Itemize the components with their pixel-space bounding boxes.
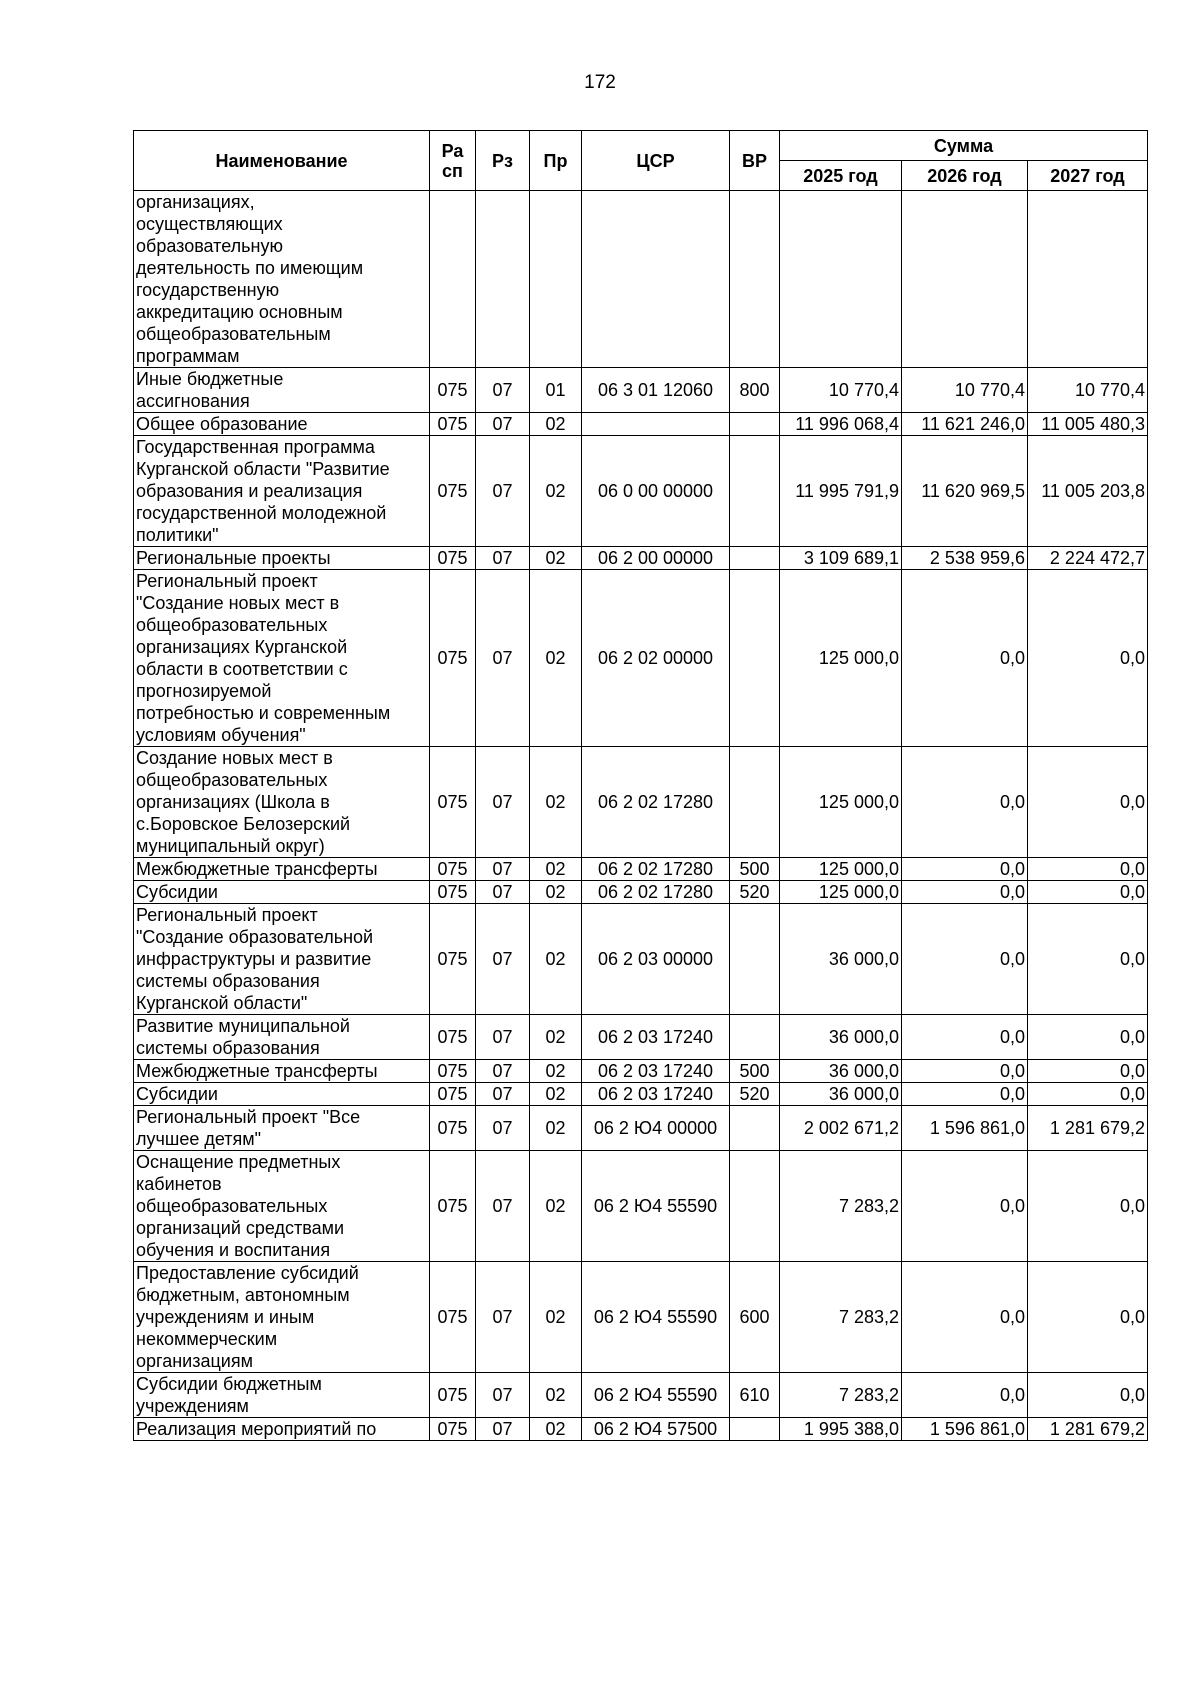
cell-2027: 0,0 [1028, 570, 1148, 747]
cell-2025: 7 283,2 [780, 1151, 902, 1262]
cell-rz: 07 [476, 1015, 530, 1060]
page-number: 172 [584, 72, 616, 93]
cell-name: организациях, осуществляющих образовательную деятельность по имеющим государственную aккредитацию основным общеобразовательным программам [134, 191, 430, 368]
cell-csr: 06 2 Ю4 00000 [582, 1106, 730, 1151]
cell-2025: 1 995 388,0 [780, 1418, 902, 1441]
cell-2027 [1028, 191, 1148, 368]
cell-pr: 02 [530, 881, 582, 904]
cell-2027: 0,0 [1028, 1262, 1148, 1373]
cell-2027: 0,0 [1028, 1015, 1148, 1060]
header-rz: Рз [476, 131, 530, 191]
cell-2027: 11 005 203,8 [1028, 436, 1148, 547]
cell-rasp: 075 [430, 904, 476, 1015]
budget-table [133, 130, 1148, 1441]
cell-rz: 07 [476, 1151, 530, 1262]
cell-2026: 0,0 [902, 904, 1028, 1015]
cell-2025 [780, 191, 902, 368]
cell-csr: 06 2 03 17240 [582, 1060, 730, 1083]
cell-rasp: 075 [430, 858, 476, 881]
cell-rasp [430, 191, 476, 368]
cell-name: Межбюджетные трансферты [134, 858, 430, 881]
cell-pr: 02 [530, 1015, 582, 1060]
cell-name: Общее образование [134, 413, 430, 436]
cell-pr: 02 [530, 1418, 582, 1441]
cell-2026: 0,0 [902, 1015, 1028, 1060]
cell-2026: 0,0 [902, 858, 1028, 881]
cell-pr: 02 [530, 747, 582, 858]
cell-2027: 0,0 [1028, 747, 1148, 858]
cell-rasp: 075 [430, 547, 476, 570]
table-body [134, 191, 1148, 1441]
header-2026: 2026 год [902, 161, 1028, 191]
table-row [134, 881, 1148, 904]
cell-2025: 11 996 068,4 [780, 413, 902, 436]
cell-rz: 07 [476, 1060, 530, 1083]
cell-2026: 0,0 [902, 1262, 1028, 1373]
cell-2025: 7 283,2 [780, 1373, 902, 1418]
table-row [134, 570, 1148, 747]
cell-rz: 07 [476, 1083, 530, 1106]
cell-pr: 02 [530, 1083, 582, 1106]
cell-rasp: 075 [430, 413, 476, 436]
cell-2027: 0,0 [1028, 1060, 1148, 1083]
cell-rasp: 075 [430, 436, 476, 547]
cell-vr [730, 904, 780, 1015]
cell-2027: 10 770,4 [1028, 368, 1148, 413]
cell-2025: 11 995 791,9 [780, 436, 902, 547]
cell-rasp: 075 [430, 747, 476, 858]
cell-pr: 02 [530, 1106, 582, 1151]
cell-2025: 36 000,0 [780, 1015, 902, 1060]
table-row [134, 1262, 1148, 1373]
cell-csr: 06 2 Ю4 57500 [582, 1418, 730, 1441]
cell-vr [730, 191, 780, 368]
cell-vr [730, 1106, 780, 1151]
cell-2026: 0,0 [902, 1373, 1028, 1418]
cell-name: Создание новых мест в общеобразовательных организациях (Школа в с.Боровское Белозерский муниципальный округ) [134, 747, 430, 858]
cell-2025: 3 109 689,1 [780, 547, 902, 570]
cell-csr [582, 413, 730, 436]
cell-name: Субсидии [134, 881, 430, 904]
cell-csr: 06 2 02 17280 [582, 881, 730, 904]
table-row [134, 413, 1148, 436]
cell-rz: 07 [476, 413, 530, 436]
table-row [134, 1373, 1148, 1418]
cell-csr [582, 191, 730, 368]
cell-vr: 800 [730, 368, 780, 413]
table-row [134, 191, 1148, 368]
cell-name: Реализация мероприятий по [134, 1418, 430, 1441]
cell-csr: 06 2 03 17240 [582, 1015, 730, 1060]
cell-rz: 07 [476, 547, 530, 570]
cell-name: Субсидии [134, 1083, 430, 1106]
cell-pr [530, 191, 582, 368]
cell-csr: 06 2 00 00000 [582, 547, 730, 570]
cell-pr: 02 [530, 547, 582, 570]
cell-2027: 0,0 [1028, 1083, 1148, 1106]
cell-pr: 02 [530, 1151, 582, 1262]
cell-2026 [902, 191, 1028, 368]
table-row [134, 368, 1148, 413]
cell-pr: 02 [530, 436, 582, 547]
cell-vr: 520 [730, 1083, 780, 1106]
cell-name: Государственная программа Курганской области "Развитие образования и реализация государственной молодежной политики" [134, 436, 430, 547]
cell-2026: 0,0 [902, 570, 1028, 747]
cell-csr: 06 3 01 12060 [582, 368, 730, 413]
cell-2026: 0,0 [902, 747, 1028, 858]
cell-rasp: 075 [430, 1083, 476, 1106]
cell-2025: 125 000,0 [780, 881, 902, 904]
cell-name: Региональный проект "Создание новых мест в общеобразовательных организациях Курганской области в соответствии с прогнозируемой потребностью и современным условиям обучения" [134, 570, 430, 747]
cell-vr: 600 [730, 1262, 780, 1373]
cell-rz: 07 [476, 570, 530, 747]
cell-pr: 02 [530, 1060, 582, 1083]
table-row [134, 1015, 1148, 1060]
cell-vr [730, 547, 780, 570]
cell-rz [476, 191, 530, 368]
table-row [134, 1060, 1148, 1083]
cell-rasp: 075 [430, 1418, 476, 1441]
cell-2026: 2 538 959,6 [902, 547, 1028, 570]
cell-csr: 06 2 03 17240 [582, 1083, 730, 1106]
cell-vr [730, 1015, 780, 1060]
cell-name: Предоставление субсидий бюджетным, автономным учреждениям и иным некоммерческим организациям [134, 1262, 430, 1373]
cell-name: Региональный проект "Все лучшее детям" [134, 1106, 430, 1151]
cell-2026: 10 770,4 [902, 368, 1028, 413]
cell-rz: 07 [476, 1373, 530, 1418]
cell-pr: 02 [530, 1373, 582, 1418]
cell-rz: 07 [476, 1418, 530, 1441]
cell-rz: 07 [476, 858, 530, 881]
cell-2026: 0,0 [902, 881, 1028, 904]
cell-rasp: 075 [430, 1106, 476, 1151]
cell-vr [730, 413, 780, 436]
cell-pr: 02 [530, 858, 582, 881]
cell-name: Региональные проекты [134, 547, 430, 570]
table-row [134, 1418, 1148, 1441]
header-2027: 2027 год [1028, 161, 1148, 191]
cell-rasp: 075 [430, 1015, 476, 1060]
cell-pr: 02 [530, 904, 582, 1015]
cell-rasp: 075 [430, 368, 476, 413]
cell-rasp: 075 [430, 1151, 476, 1262]
cell-2025: 125 000,0 [780, 858, 902, 881]
cell-name: Межбюджетные трансферты [134, 1060, 430, 1083]
cell-2026: 1 596 861,0 [902, 1106, 1028, 1151]
cell-csr: 06 2 Ю4 55590 [582, 1373, 730, 1418]
header-2025: 2025 год [780, 161, 902, 191]
cell-pr: 02 [530, 570, 582, 747]
cell-vr [730, 1151, 780, 1262]
cell-2027: 0,0 [1028, 904, 1148, 1015]
cell-rz: 07 [476, 1262, 530, 1373]
table-header [134, 131, 1148, 191]
cell-2027: 0,0 [1028, 1151, 1148, 1262]
cell-rz: 07 [476, 904, 530, 1015]
cell-2026: 11 621 246,0 [902, 413, 1028, 436]
cell-2025: 10 770,4 [780, 368, 902, 413]
cell-rasp: 075 [430, 881, 476, 904]
header-name: Наименование [134, 131, 430, 191]
cell-2027: 0,0 [1028, 881, 1148, 904]
cell-rasp: 075 [430, 570, 476, 747]
cell-csr: 06 2 Ю4 55590 [582, 1262, 730, 1373]
cell-vr [730, 570, 780, 747]
cell-name: Субсидии бюджетным учреждениям [134, 1373, 430, 1418]
cell-name: Иные бюджетные ассигнования [134, 368, 430, 413]
cell-pr: 01 [530, 368, 582, 413]
cell-csr: 06 0 00 00000 [582, 436, 730, 547]
cell-2027: 1 281 679,2 [1028, 1418, 1148, 1441]
cell-pr: 02 [530, 1262, 582, 1373]
cell-2026: 0,0 [902, 1060, 1028, 1083]
cell-2025: 36 000,0 [780, 1083, 902, 1106]
cell-csr: 06 2 03 00000 [582, 904, 730, 1015]
cell-csr: 06 2 02 00000 [582, 570, 730, 747]
cell-2026: 0,0 [902, 1151, 1028, 1262]
cell-vr [730, 1418, 780, 1441]
cell-name: Оснащение предметных кабинетов общеобразовательных организаций средствами обучения и воспитания [134, 1151, 430, 1262]
cell-2027: 11 005 480,3 [1028, 413, 1148, 436]
cell-pr: 02 [530, 413, 582, 436]
cell-vr [730, 436, 780, 547]
cell-2026: 11 620 969,5 [902, 436, 1028, 547]
cell-rasp: 075 [430, 1060, 476, 1083]
cell-rz: 07 [476, 747, 530, 858]
cell-rasp: 075 [430, 1262, 476, 1373]
cell-2027: 2 224 472,7 [1028, 547, 1148, 570]
table-row [134, 858, 1148, 881]
cell-csr: 06 2 02 17280 [582, 747, 730, 858]
cell-vr [730, 747, 780, 858]
header-sum: Сумма [780, 131, 1148, 161]
cell-rz: 07 [476, 881, 530, 904]
cell-csr: 06 2 Ю4 55590 [582, 1151, 730, 1262]
cell-2025: 36 000,0 [780, 1060, 902, 1083]
cell-2025: 125 000,0 [780, 747, 902, 858]
cell-name: Развитие муниципальной системы образования [134, 1015, 430, 1060]
cell-name: Региональный проект "Создание образовательной инфраструктуры и развитие системы образования Курганской области" [134, 904, 430, 1015]
cell-rasp: 075 [430, 1373, 476, 1418]
table-row [134, 1151, 1148, 1262]
cell-rz: 07 [476, 436, 530, 547]
table-row [134, 436, 1148, 547]
cell-2027: 1 281 679,2 [1028, 1106, 1148, 1151]
cell-vr: 520 [730, 881, 780, 904]
cell-vr: 500 [730, 1060, 780, 1083]
header-vr: ВР [730, 131, 780, 191]
table-row [134, 547, 1148, 570]
table-row [134, 1083, 1148, 1106]
header-csr: ЦСР [582, 131, 730, 191]
cell-rz: 07 [476, 1106, 530, 1151]
cell-vr: 610 [730, 1373, 780, 1418]
cell-2026: 0,0 [902, 1083, 1028, 1106]
table-row [134, 747, 1148, 858]
cell-2025: 36 000,0 [780, 904, 902, 1015]
cell-csr: 06 2 02 17280 [582, 858, 730, 881]
table-row [134, 1106, 1148, 1151]
cell-2027: 0,0 [1028, 1373, 1148, 1418]
table-row [134, 904, 1148, 1015]
cell-2027: 0,0 [1028, 858, 1148, 881]
header-rasp: Ра сп [430, 131, 476, 191]
cell-2025: 2 002 671,2 [780, 1106, 902, 1151]
cell-rz: 07 [476, 368, 530, 413]
cell-vr: 500 [730, 858, 780, 881]
cell-2025: 125 000,0 [780, 570, 902, 747]
header-pr: Пр [530, 131, 582, 191]
cell-2026: 1 596 861,0 [902, 1418, 1028, 1441]
cell-2025: 7 283,2 [780, 1262, 902, 1373]
